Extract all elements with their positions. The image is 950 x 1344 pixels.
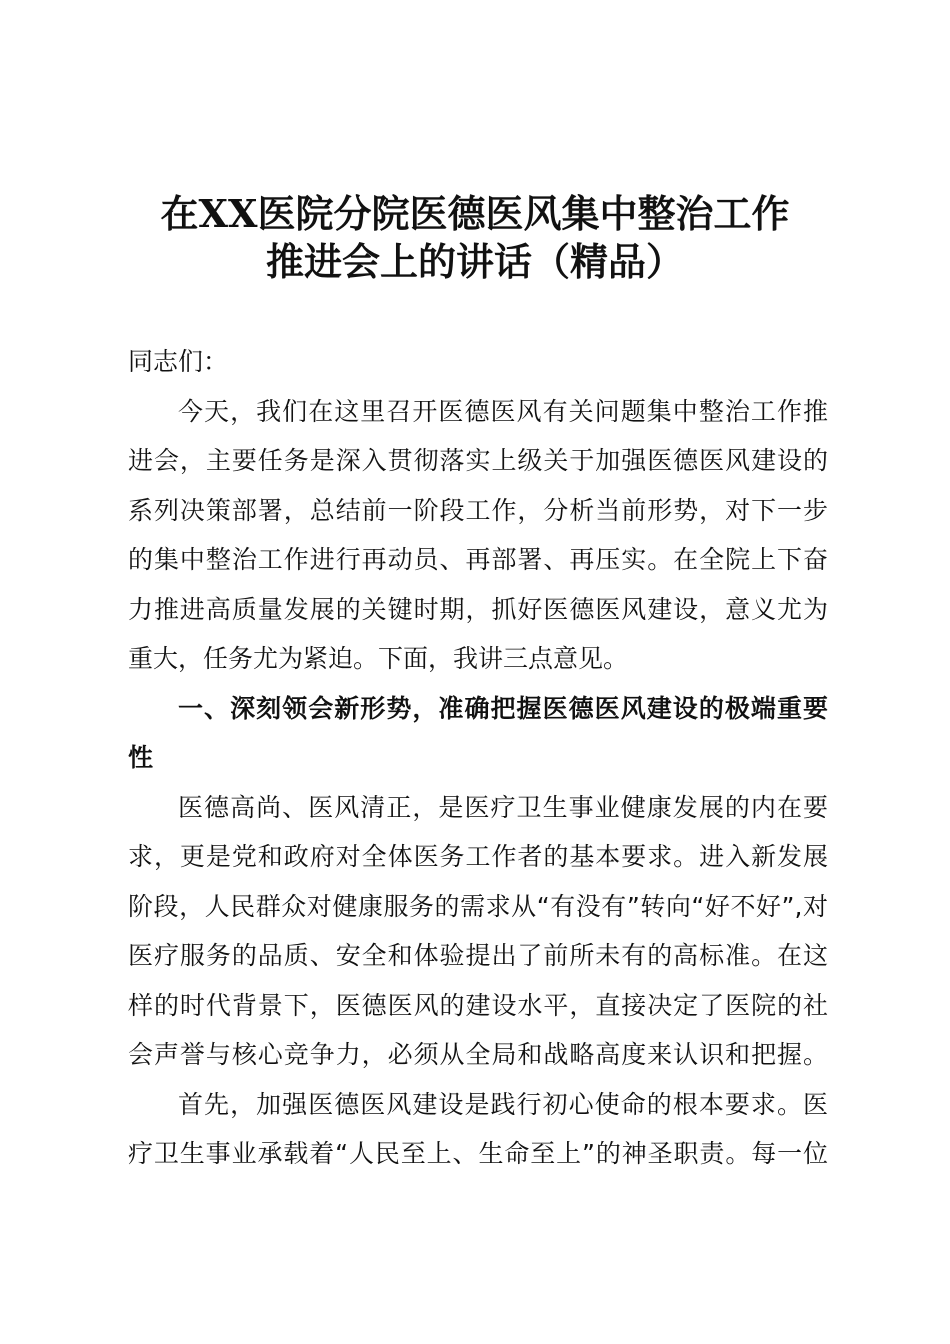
salutation: 同志们：	[128, 347, 229, 376]
paragraph-line: 会声誉与核心竞争力，必须从全局和战略高度来认识和把握。	[128, 1040, 828, 1069]
paragraph-line: 重大，任务尤为紧迫。下面，我讲三点意见。	[128, 644, 629, 673]
section-heading-line: 性	[128, 743, 154, 772]
document-title-line-1: 在XX医院分院医德医风集中整治工作	[160, 191, 790, 236]
paragraph-line: 样的时代背景下，医德医风的建设水平，直接决定了医院的社	[128, 990, 828, 1020]
paragraph-line: 系列决策部署，总结前一阶段工作，分析当前形势，对下一步	[128, 495, 828, 525]
paragraph-line: 医德高尚、医风清正，是医疗卫生事业健康发展的内在要	[178, 792, 828, 822]
document-body	[128, 337, 828, 1179]
paragraph-line: 的集中整治工作进行再动员、再部署、再压实。在全院上下奋	[128, 545, 828, 574]
paragraph-line: 首先，加强医德医风建设是践行初心使命的根本要求。医	[178, 1089, 828, 1119]
paragraph-line: 力推进高质量发展的关键时期，抓好医德医风建设，意义尤为	[128, 594, 828, 624]
document-title-line-2: 推进会上的讲话（精品）	[265, 239, 684, 284]
paragraph-line: 阶段，人民群众对健康服务的需求从“有没有”转向“好不好”,对	[128, 891, 828, 921]
paragraph-line: 今天，我们在这里召开医德医风有关问题集中整治工作推	[178, 396, 828, 426]
paragraph-line: 进会，主要任务是深入贯彻落实上级关于加强医德医风建设的	[128, 446, 828, 475]
paragraph-line: 求，更是党和政府对全体医务工作者的基本要求。进入新发展	[128, 842, 828, 871]
body-paragraphs	[128, 387, 828, 1179]
paragraph-line: 医疗服务的品质、安全和体验提出了前所未有的高标准。在这	[128, 941, 828, 970]
section-heading-line: 一、深刻领会新形势，准确把握医德医风建设的极端重要	[178, 693, 828, 723]
paragraph-line: 疗卫生事业承载着“人民至上、生命至上”的神圣职责。每一位	[128, 1139, 828, 1168]
